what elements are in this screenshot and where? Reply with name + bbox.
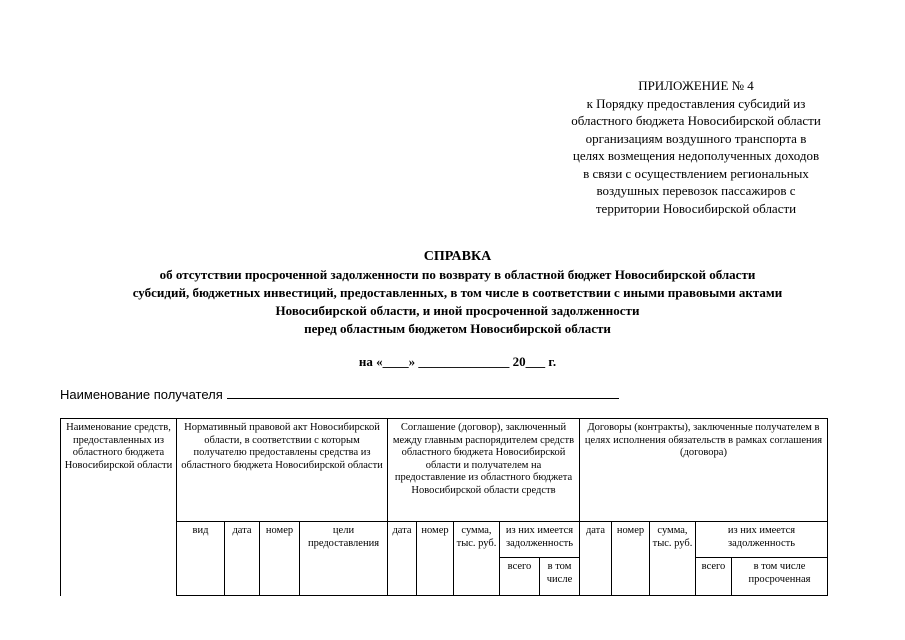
title-line: перед областным бюджетом Новосибирской области (304, 321, 611, 336)
agr-col-date: дата (388, 522, 417, 596)
appendix-line: ПРИЛОЖЕНИЕ № 4 (638, 78, 754, 93)
appendix-line: целях возмещения недополученных доходов (572, 148, 820, 163)
agr-debt-total: всего (500, 558, 540, 596)
title-line: Новосибирской области, и иной просроченной задолженности (275, 303, 640, 318)
appendix-line: организациям воздушного транспорта в (585, 130, 807, 146)
appendix-block (540, 77, 852, 217)
appendix-line: в связи с осуществлением региональных (583, 165, 809, 181)
con-col-number: номер (612, 522, 650, 596)
con-debt-total: всего (696, 558, 732, 596)
appendix-line: воздушных перевозок пассажиров с (596, 183, 796, 198)
act-col-date: дата (225, 522, 260, 596)
recipient-field[interactable] (227, 385, 619, 399)
con-debt-header: из них имеется задолженность (696, 522, 828, 558)
act-col-purpose: цели предоставления (300, 522, 388, 596)
agr-debt-header: из них имеется задолженность (500, 522, 580, 558)
recipient-row (60, 385, 619, 402)
con-col-amount: сумма, тыс. руб. (650, 522, 696, 596)
con-debt-overdue: в том числе просроченная (732, 558, 828, 596)
col-funds-name-header: Наименование средств, предоставленных из областного бюджета Новосибирской области (61, 419, 177, 596)
title-line: об отсутствии просроченной задолженности по возврату в областной бюджет Новосибирской области (159, 267, 756, 282)
document-title (40, 248, 875, 338)
group-agreement-header: Соглашение (договор), заключенный между главным распорядителем средств областного бюджета Новосибирской области и получателем на предоставление из областного бюджета Новосибирской области средств (388, 419, 580, 522)
act-col-number: номер (260, 522, 300, 596)
title-main: СПРАВКА (423, 249, 492, 264)
group-contracts-header: Договоры (контракты), заключенные получателем в целях исполнения обязательств в рамках соглашения (договора) (580, 419, 828, 522)
date-line: на «____» ______________ 20___ г. (358, 354, 557, 369)
recipient-label: Наименование получателя (60, 387, 223, 402)
appendix-line: к Порядку предоставления субсидий из (586, 95, 806, 111)
debt-table (60, 418, 828, 596)
appendix-line: территории Новосибирской области (595, 200, 797, 216)
agr-debt-including: в том числе (540, 558, 580, 596)
group-legal-act-header: Нормативный правовой акт Новосибирской области, в соответствии с которым получателю предоставлены средства из областного бюджета Новосибирской области (177, 419, 388, 522)
con-col-date: дата (580, 522, 612, 596)
title-line: субсидий, бюджетных инвестиций, предоставленных, в том числе в соответствии с иными правовыми актами (132, 285, 783, 300)
act-col-type: вид (177, 522, 225, 596)
appendix-line: областного бюджета Новосибирской области (571, 113, 821, 128)
agr-col-number: номер (417, 522, 454, 596)
agr-col-amount: сумма, тыс. руб. (454, 522, 500, 596)
